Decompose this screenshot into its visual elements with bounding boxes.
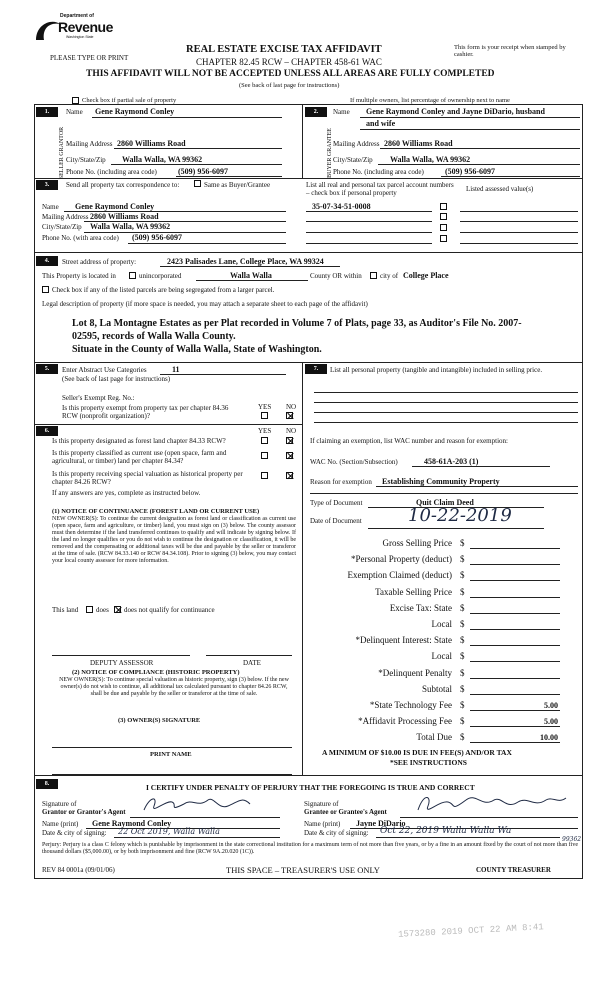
send-correspondence-label: Send all property tax correspondence to: — [66, 181, 180, 189]
document-type-value[interactable]: Quit Claim Deed — [416, 498, 474, 507]
fee-row-label: *Delinquent Interest: State — [355, 635, 452, 646]
notice-continuance-text: NEW OWNER(S): To continue the current designation as forest land or classification as current use (open space, farm and agriculture, or timber) land, you must sign on (3) below. The county assessor must then determine if the land transferred continues to qualify and will indicate by signing below. If the land no longer qualifies or you do not wish to continue the designation or classification, it will be removed and the compensating or additional taxes will be due and payable by the seller or transferor at the time of sale. (RCW 84.33.140 or RCW 84.34.108). Prior to signing (3) below, you may contact your local county assessor for more information. — [52, 516, 296, 565]
located-in-label: This Property is located in — [42, 272, 116, 280]
fee-row-currency: $ — [460, 619, 465, 629]
buyer-mailing-value[interactable]: 2860 Williams Road — [384, 139, 453, 148]
buyer-name-value-line2[interactable]: and wife — [366, 119, 396, 128]
section-3-number: 3. — [36, 180, 58, 190]
corr-mailing-label: Mailing Address — [42, 213, 89, 221]
dor-logo — [32, 13, 113, 48]
fee-row-label: Excise Tax: State — [389, 602, 452, 613]
legal-description-line3[interactable]: Situate in the County of Walla Walla, State of Washington. — [72, 344, 322, 355]
assessed-value-label: Listed assessed value(s) — [466, 185, 534, 193]
wac-label: WAC No. (Section/Subsection) — [310, 458, 398, 466]
grantor-signature[interactable] — [138, 792, 278, 818]
forest-yes-checkbox[interactable] — [261, 437, 268, 444]
section-5-number: 5. — [36, 364, 58, 374]
form-number: REV 84 0001a (09/01/06) — [42, 866, 115, 874]
recording-stamp: 1573280 2019 OCT 22 AM 8:41 — [397, 922, 544, 940]
section-7-number: 7. — [305, 364, 327, 374]
exempt-yes-header: YES — [258, 403, 272, 411]
grantee-agent-label: Grantee or Grantee's Agent — [304, 808, 387, 816]
personal-property-label: List all personal property (tangible and intangible) included in selling price. — [330, 366, 543, 374]
seller-city-label: City/State/Zip — [66, 156, 106, 164]
fee-row-label: Total Due — [416, 732, 452, 743]
fee-row-label: Taxable Selling Price — [375, 586, 452, 597]
same-as-buyer-label: Same as Buyer/Grantee — [204, 181, 271, 189]
grantor-date-city-value[interactable]: 22 Oct 2019, Walla Walla — [118, 827, 220, 836]
exempt-reg-label: Seller's Exempt Reg. No.: — [62, 394, 135, 402]
section-4-number: 4. — [36, 256, 58, 266]
grantor-signature-label: Signature of — [42, 800, 77, 808]
fee-row-label: *Personal Property (deduct) — [351, 554, 452, 565]
parcel-personal-checkbox-4[interactable] — [440, 235, 447, 242]
seller-city-value[interactable]: Walla Walla, WA 99362 — [122, 155, 203, 164]
buyer-phone-value[interactable]: (509) 956-6097 — [445, 167, 495, 176]
document-type-label: Type of Document — [310, 499, 363, 507]
county-treasurer-label: COUNTY TREASURER — [476, 866, 551, 874]
document-date-label: Date of Document — [310, 517, 362, 525]
fee-row-currency: $ — [460, 667, 465, 678]
fee-row-label: Exemption Claimed (deduct) — [347, 570, 452, 581]
forest-no-checkbox[interactable] — [286, 437, 293, 444]
seller-name-value[interactable]: Gene Raymond Conley — [95, 107, 175, 116]
fee-row-currency: $ — [460, 602, 465, 613]
exemption-reason-value[interactable]: Establishing Community Property — [382, 477, 500, 486]
buyer-mailing-label: Mailing Address — [333, 140, 380, 148]
fee-row-currency: $ — [460, 538, 465, 548]
historic-question: Is this property receiving special valuation as historical property per chapter 84.26 RCW? — [52, 470, 243, 487]
exemption-claim-label: If claiming an exemption, list WAC number and reason for exemption: — [310, 437, 508, 445]
partial-sale-checkbox[interactable] — [72, 97, 79, 104]
land-yes-header: YES — [258, 427, 272, 435]
grantee-signature-icon — [410, 790, 570, 818]
parcel-list-label: List all real and personal tax parcel account numbers – check box if personal property — [306, 181, 454, 198]
grantee-name-label: Name (print) — [304, 820, 341, 828]
buyer-phone-label: Phone No. (including area code) — [333, 168, 424, 176]
county-value[interactable]: Walla Walla — [230, 271, 272, 280]
unincorporated-checkbox[interactable] — [129, 272, 136, 279]
seller-name-label: Name — [66, 108, 83, 116]
fee-row-value[interactable]: 10.00 — [540, 733, 558, 743]
current-use-yes-checkbox[interactable] — [261, 452, 268, 459]
warning-banner: THIS AFFIDAVIT WILL NOT BE ACCEPTED UNLESS ALL AREAS ARE FULLY COMPLETED — [86, 69, 495, 79]
owner-signature-label: (3) OWNER(S) SIGNATURE — [118, 717, 201, 724]
grantee-signature-label: Signature of — [304, 800, 339, 808]
buyer-city-label: City/State/Zip — [333, 156, 373, 164]
treasurer-use-label: THIS SPACE – TREASURER'S USE ONLY — [226, 865, 380, 875]
perjury-statement: Perjury: Perjury is a class C felony which is punishable by imprisonment in the state correctional institution for a maximum term of not more than five years, or by a fine in an amount fixed by the court of not more than five thousand dollars ($5,000.00), or by both imprisonment and fine (RCW 9A.20.020 (1C)). — [42, 842, 578, 856]
section-2-number: 2. — [305, 107, 327, 117]
print-note: PLEASE TYPE OR PRINT — [50, 54, 129, 62]
grantee-name-value[interactable]: Jayne DiDario — [356, 819, 406, 828]
parcel-personal-checkbox-2[interactable] — [440, 213, 447, 220]
section-6-number: 6. — [36, 426, 58, 436]
city-of-label: city of — [380, 272, 399, 280]
corr-name-label: Name — [42, 203, 59, 211]
form-chapter: CHAPTER 82.45 RCW – CHAPTER 458-61 WAC — [196, 57, 382, 67]
minimum-fee-note: A MINIMUM OF $10.00 IS DUE IN FEE(S) AND/OR TAX — [322, 748, 512, 757]
fee-row-label: *Affidavit Processing Fee — [358, 716, 452, 727]
corr-phone-value[interactable]: (509) 956-6097 — [132, 233, 182, 242]
section-8-number: 8. — [36, 779, 58, 789]
grantee-zip-value[interactable]: 99362 — [562, 836, 582, 843]
abstract-use-label: Enter Abstract Use Categories — [62, 366, 147, 374]
fee-row-label: *State Technology Fee — [369, 700, 452, 710]
segregated-label: Check box if any of the listed parcels are being segregated from a larger parcel. — [52, 286, 275, 294]
logo-word: Revenue — [58, 19, 113, 35]
multiple-owners-note: If multiple owners, list percentage of ownership next to name — [350, 97, 510, 104]
land-does-not-checkbox[interactable] — [114, 606, 121, 613]
abstract-use-value[interactable]: 11 — [172, 365, 180, 374]
historic-no-checkbox[interactable] — [286, 472, 293, 479]
deputy-assessor-label: DEPUTY ASSESSOR — [90, 659, 154, 667]
land-does-checkbox[interactable] — [86, 606, 93, 613]
grantor-name-label: Name (print) — [42, 820, 79, 828]
buyer-city-value[interactable]: Walla Walla, WA 99362 — [390, 155, 471, 164]
fee-row-currency: $ — [460, 570, 465, 581]
fee-row-label: *Delinquent Penalty — [378, 667, 452, 678]
corr-name-value[interactable]: Gene Raymond Conley — [75, 202, 155, 211]
segregated-checkbox[interactable] — [42, 286, 49, 293]
fee-row-label: Local — [431, 619, 452, 629]
forest-land-question: Is this property designated as forest land chapter 84.33 RCW? — [52, 437, 226, 445]
fee-row-label: Gross Selling Price — [382, 538, 452, 548]
exempt-no-header: NO — [286, 403, 297, 411]
legal-description-label: Legal description of property (if more space is needed, you may attach a separate sheet to each page of the affidavit) — [42, 300, 368, 308]
grantee-date-city-label: Date & city of signing: — [304, 829, 369, 837]
fee-row-currency: $ — [460, 716, 465, 727]
partial-sale-label: Check box if partial sale of property — [82, 97, 177, 104]
grantor-signature-icon — [138, 792, 278, 818]
wac-value[interactable]: 458-61A-203 (1) — [424, 457, 479, 466]
section-1-number: 1. — [36, 107, 58, 117]
fee-row-currency: $ — [460, 700, 465, 710]
county-or-label: County OR within — [310, 272, 362, 280]
answers-yes-note: If any answers are yes, complete as instructed below. — [52, 489, 201, 497]
unincorporated-label: unincorporated — [139, 272, 182, 280]
parcel-personal-checkbox-3[interactable] — [440, 224, 447, 231]
buyer-name-value-line1[interactable]: Gene Raymond Conley and Jayne DiDario, husband — [366, 107, 545, 116]
seller-phone-value[interactable]: (509) 956-6097 — [178, 167, 228, 176]
fee-row-currency: $ — [460, 683, 465, 694]
fee-row-currency: $ — [460, 732, 465, 743]
see-back-instructions: (See back of last page for instructions) — [239, 82, 340, 89]
fee-row-currency: $ — [460, 586, 465, 597]
historic-yes-checkbox[interactable] — [261, 472, 268, 479]
grantor-name-value[interactable]: Gene Raymond Conley — [92, 819, 172, 828]
seller-mailing-value[interactable]: 2860 Williams Road — [117, 139, 186, 148]
city-value[interactable]: College Place — [403, 271, 449, 280]
corr-mailing-value[interactable]: 2860 Williams Road — [90, 212, 159, 221]
land-does-not-label: does not qualify for continuance — [124, 606, 215, 614]
print-name-label: PRINT NAME — [150, 751, 192, 758]
abstract-see-back: (See back of last page for instructions) — [62, 375, 171, 383]
deputy-date-label: DATE — [243, 659, 261, 667]
fee-row-value[interactable]: 5.00 — [544, 717, 558, 727]
logo-line1: Department of — [60, 13, 94, 19]
buyer-name-label: Name — [333, 108, 350, 116]
corr-phone-label: Phone No. (with area code) — [42, 234, 119, 242]
see-instructions-note: *SEE INSTRUCTIONS — [390, 758, 467, 767]
within-city-checkbox[interactable] — [370, 272, 377, 279]
exemption-reason-label: Reason for exemption — [310, 478, 372, 486]
receipt-note: This form is your receipt when stamped by cashier. — [454, 44, 566, 59]
parcel-number-value[interactable]: 35-07-34-51-0008 — [312, 202, 371, 211]
notice-continuance-title: (1) NOTICE OF CONTINUANCE (FOREST LAND OR CURRENT USE) — [52, 508, 260, 515]
notice-compliance-title: (2) NOTICE OF COMPLIANCE (HISTORIC PROPERTY) — [72, 669, 240, 676]
land-qualify-label: This land — [52, 606, 79, 614]
legal-description-line2[interactable]: 02595, records of Walla Walla County. — [72, 331, 236, 342]
seller-phone-label: Phone No. (including area code) — [66, 168, 157, 176]
exempt-no-checkbox[interactable] — [286, 412, 293, 419]
current-use-question: Is this property classified as current use (open space, farm and agricultural, or timber) land per chapter 84.34? — [52, 449, 227, 466]
exempt-question: Is this property exempt from property tax per chapter 84.36 RCW (nonprofit organization)? — [62, 404, 229, 421]
current-use-no-checkbox[interactable] — [286, 452, 293, 459]
fee-row-currency: $ — [460, 554, 465, 565]
legal-description-line1[interactable]: Lot 8, La Montagne Estates as per Plat recorded in Volume 7 of Plats, page 33, as Auditor's File No. 2007- — [72, 318, 522, 329]
fee-row-label: Subtotal — [421, 683, 452, 694]
notice-compliance-text: NEW OWNER(S): To continue special valuation as historic property, sign (3) below. If the new owner(s) do not wish to continue, all additional tax calculated pursuant to chapter 84.26 RCW, shall be due and payable by the seller or transferor at the time of sale. — [59, 677, 289, 698]
fee-row-currency: $ — [460, 635, 465, 646]
fee-row-currency: $ — [460, 651, 465, 662]
street-address-value[interactable]: 2423 Palisades Lane, College Place, WA 99324 — [167, 257, 324, 266]
logo-line3: Washington State — [66, 35, 94, 39]
same-as-buyer-checkbox[interactable] — [194, 180, 201, 187]
parcel-personal-checkbox-1[interactable] — [440, 203, 447, 210]
land-no-header: NO — [286, 427, 297, 435]
certify-statement: I CERTIFY UNDER PENALTY OF PERJURY THAT THE FOREGOING IS TRUE AND CORRECT — [146, 783, 475, 792]
grantee-signature[interactable] — [410, 790, 570, 818]
street-address-label: Street address of property: — [62, 258, 137, 266]
fee-row-label: Local — [431, 651, 452, 662]
form-title: REAL ESTATE EXCISE TAX AFFIDAVIT — [186, 44, 382, 55]
buyer-side-label: BUYER GRANTEE — [326, 128, 333, 178]
corr-city-label: City/State/Zip — [42, 223, 82, 231]
grantor-agent-label: Grantor or Grantor's Agent — [42, 808, 126, 816]
corr-city-value[interactable]: Walla Walla, WA 99362 — [90, 222, 171, 231]
document-date-value[interactable]: 10-22-2019 — [408, 505, 512, 526]
land-does-label: does — [96, 606, 109, 614]
grantee-date-city-value[interactable]: Oct 22, 2019 Walla Walla Wa — [380, 826, 512, 836]
exempt-yes-checkbox[interactable] — [261, 412, 268, 419]
fee-row-value[interactable]: 5.00 — [544, 701, 558, 710]
seller-mailing-label: Mailing Address — [66, 140, 113, 148]
grantor-date-city-label: Date & city of signing: — [42, 829, 107, 837]
seller-side-label: SELLER GRANTOR — [59, 126, 66, 180]
